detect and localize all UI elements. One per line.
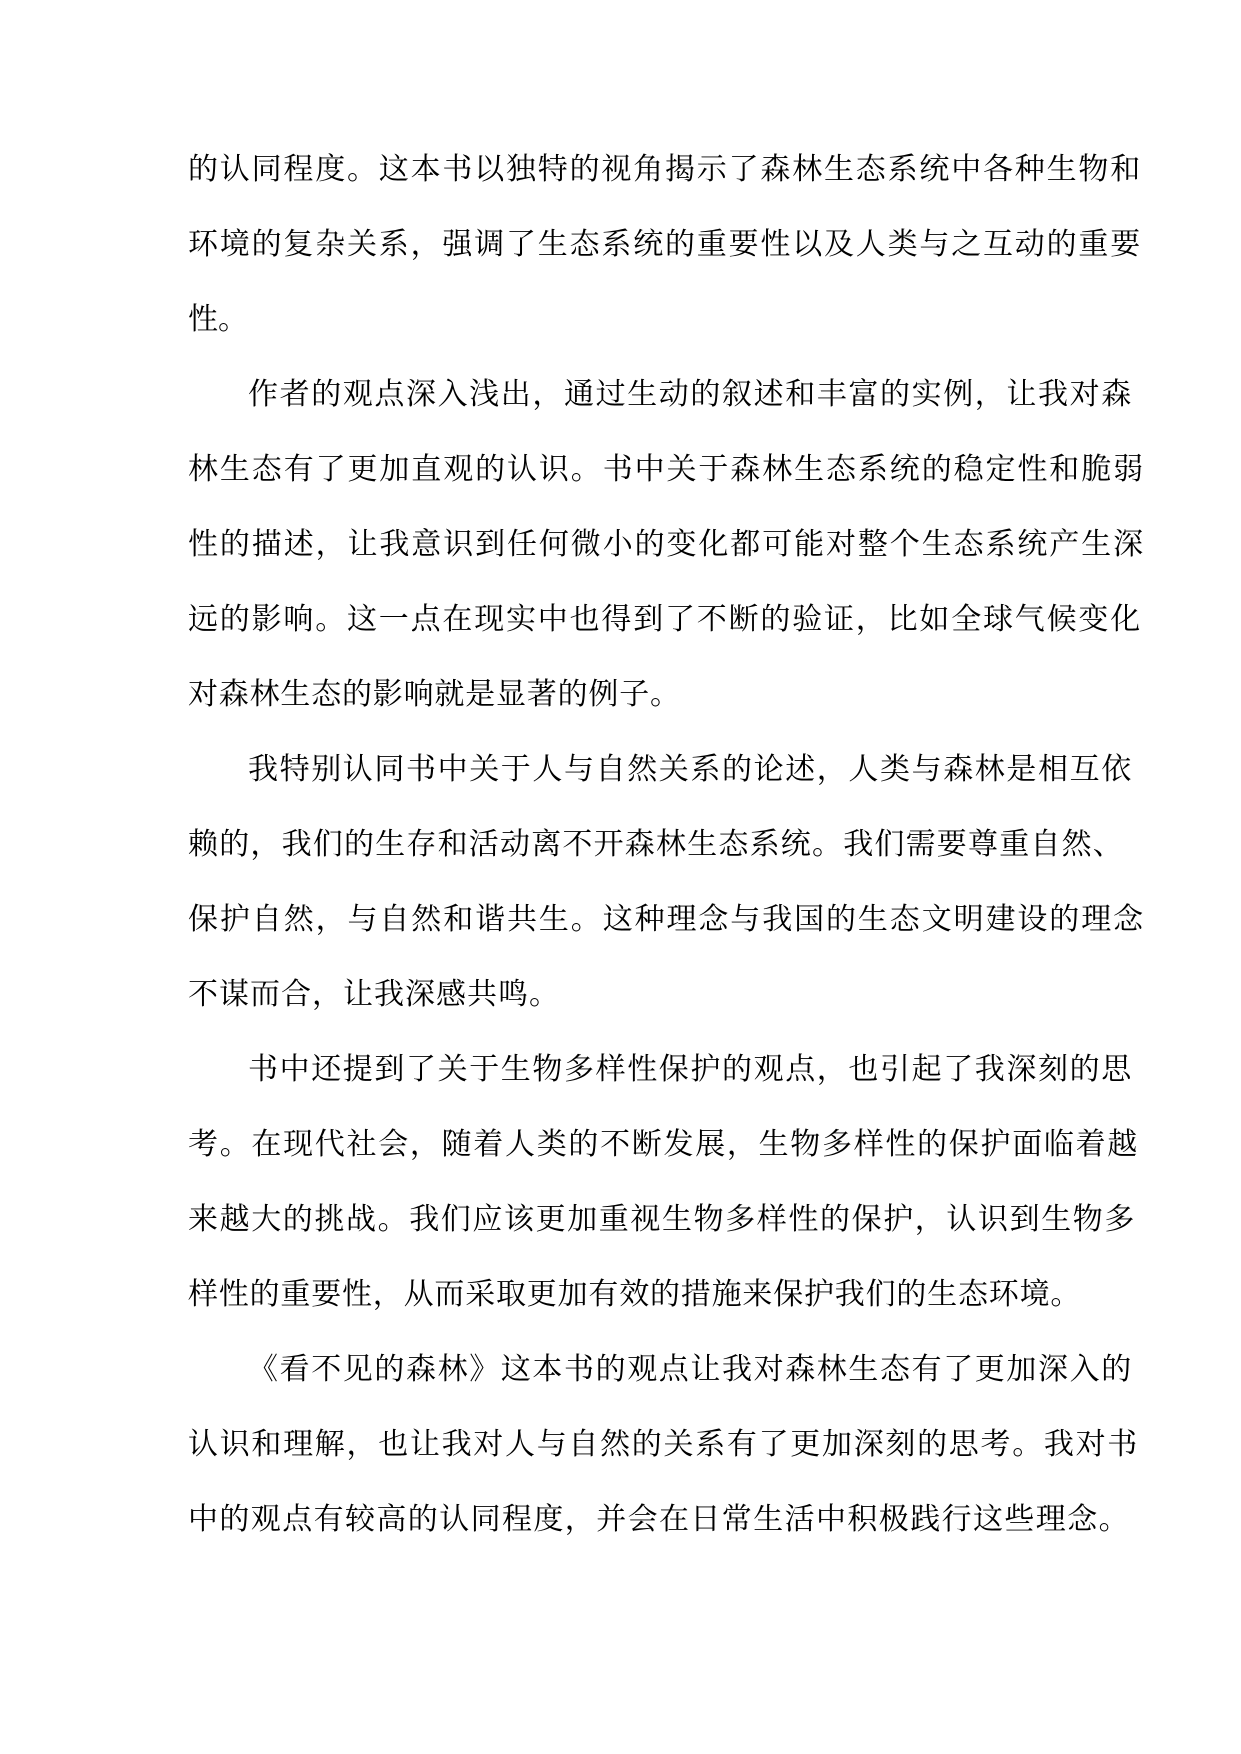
line-text: 保护自然，与自然和谐共生。这种理念与我国的生态文明建设的理念 [188,902,1145,937]
line-text: 样性的重要性，从而采取更加有效的措施来保护我们的生态环境。 [188,1277,1082,1312]
text-line [0,375,1241,415]
text-line [0,600,1241,640]
text-line [0,1125,1241,1165]
text-line [0,825,1241,865]
text-line [0,450,1241,490]
line-text: 环境的复杂关系，强调了生态系统的重要性以及人类与之互动的重要 [188,227,1142,262]
text-line [0,675,1241,715]
paragraph-first-line: 我特别认同书中关于人与自然关系的论述，人类与森林是相互依 [248,752,1133,787]
text-line [0,1500,1241,1540]
line-text: 赖的，我们的生存和活动离不开森林生态系统。我们需要尊重自然、 [188,827,1124,862]
text-line [0,1050,1241,1090]
text-line [0,900,1241,940]
text-line [0,1425,1241,1465]
line-text: 性。 [188,302,248,337]
text-line [0,525,1241,565]
line-text: 考。在现代社会，随着人类的不断发展，生物多样性的保护面临着越 [188,1127,1139,1162]
text-line [0,750,1241,790]
paragraph-first-line: 作者的观点深入浅出，通过生动的叙述和丰富的实例，让我对森 [248,377,1133,412]
line-text: 远的影响。这一点在现实中也得到了不断的验证，比如全球气候变化 [188,602,1142,637]
text-line [0,300,1241,340]
line-text: 中的观点有较高的认同程度，并会在日常生活中积极践行这些理念。 [188,1502,1130,1537]
paragraph-first-line: 《看不见的森林》这本书的观点让我对森林生态有了更加深入的 [248,1352,1133,1387]
line-text: 的认同程度。这本书以独特的视角揭示了森林生态系统中各种生物和 [188,152,1142,187]
paragraph-first-line: 书中还提到了关于生物多样性保护的观点，也引起了我深刻的思 [248,1052,1133,1087]
text-line [0,1275,1241,1315]
text-line [0,225,1241,265]
text-line [0,975,1241,1015]
text-line [0,1350,1241,1390]
line-text: 林生态有了更加直观的认识。书中关于森林生态系统的稳定性和脆弱 [188,452,1145,487]
text-line [0,150,1241,190]
line-text: 对森林生态的影响就是显著的例子。 [188,677,681,712]
line-text: 来越大的挑战。我们应该更加重视生物多样性的保护，认识到生物多 [188,1202,1136,1237]
line-text: 认识和理解，也让我对人与自然的关系有了更加深刻的思考。我对书 [188,1427,1139,1462]
line-text: 不谋而合，让我深感共鸣。 [188,977,560,1012]
line-text: 性的描述，让我意识到任何微小的变化都可能对整个生态系统产生深 [188,527,1145,562]
text-line [0,1200,1241,1240]
